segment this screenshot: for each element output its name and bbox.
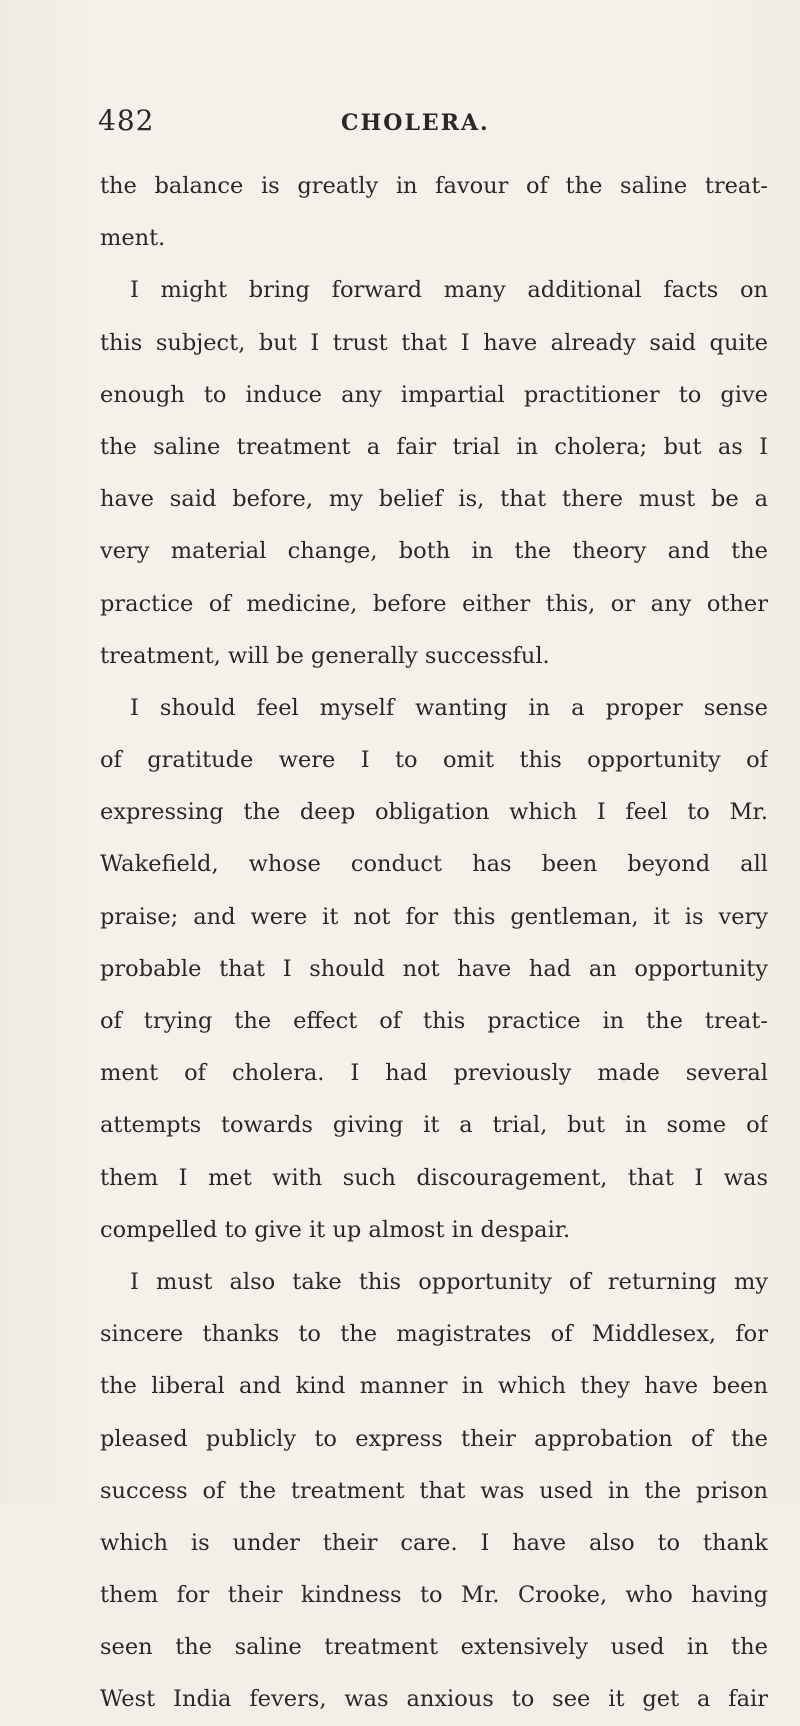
text-line: them for their kindness to Mr. Crooke, who having bbox=[100, 1582, 768, 1609]
text-line: the saline treatment a fair trial in cholera; but as I bbox=[100, 433, 768, 460]
text-line: seen the saline treatment extensively used in the bbox=[100, 1634, 768, 1661]
text-line: ment of cholera. I had previously made several bbox=[100, 1060, 768, 1087]
page-number: 482 bbox=[98, 104, 155, 137]
text-line: which is under their care. I have also to thank bbox=[100, 1529, 768, 1556]
text-line: expressing the deep obligation which I feel to Mr. bbox=[100, 799, 768, 826]
text-line: I might bring forward many additional facts on bbox=[130, 277, 768, 304]
text-line: probable that I should not have had an opportunity bbox=[100, 955, 768, 982]
text-line: attempts towards giving it a trial, but in some of bbox=[100, 1112, 768, 1139]
text-line: ment. bbox=[100, 225, 166, 252]
text-line: pleased publicly to express their approbation of the bbox=[100, 1425, 768, 1452]
text-line: have said before, my belief is, that there must be a bbox=[100, 486, 768, 513]
text-line: West India fevers, was anxious to see it get a fair bbox=[100, 1686, 768, 1713]
text-line: practice of medicine, before either this, or any other bbox=[100, 590, 768, 617]
running-title: CHOLERA. bbox=[341, 110, 490, 136]
running-head bbox=[98, 104, 758, 148]
text-line: Wakefield, whose conduct has been beyond all bbox=[100, 851, 768, 878]
text-line: I must also take this opportunity of returning my bbox=[130, 1268, 768, 1295]
text-line: them I met with such discouragement, that I was bbox=[100, 1164, 768, 1191]
body-text bbox=[100, 160, 768, 1726]
text-line: treatment, will be generally successful. bbox=[100, 642, 550, 669]
text-line: of gratitude were I to omit this opportunity of bbox=[100, 747, 768, 774]
text-line: very material change, both in the theory and the bbox=[100, 538, 768, 565]
text-line: of trying the effect of this practice in the treat- bbox=[100, 1008, 768, 1034]
text-line: praise; and were it not for this gentleman, it is very bbox=[100, 903, 768, 930]
text-line: I should feel myself wanting in a proper sense bbox=[130, 694, 768, 721]
text-line: enough to induce any impartial practitioner to give bbox=[100, 381, 768, 408]
text-line: success of the treatment that was used in the prison bbox=[100, 1477, 768, 1504]
text-line: sincere thanks to the magistrates of Middlesex, for bbox=[100, 1321, 768, 1348]
text-line: the liberal and kind manner in which they have been bbox=[100, 1373, 768, 1400]
text-line: the balance is greatly in favour of the saline treat- bbox=[100, 173, 768, 199]
text-line: compelled to give it up almost in despair. bbox=[100, 1216, 571, 1243]
text-line: this subject, but I trust that I have already said quite bbox=[100, 329, 768, 356]
